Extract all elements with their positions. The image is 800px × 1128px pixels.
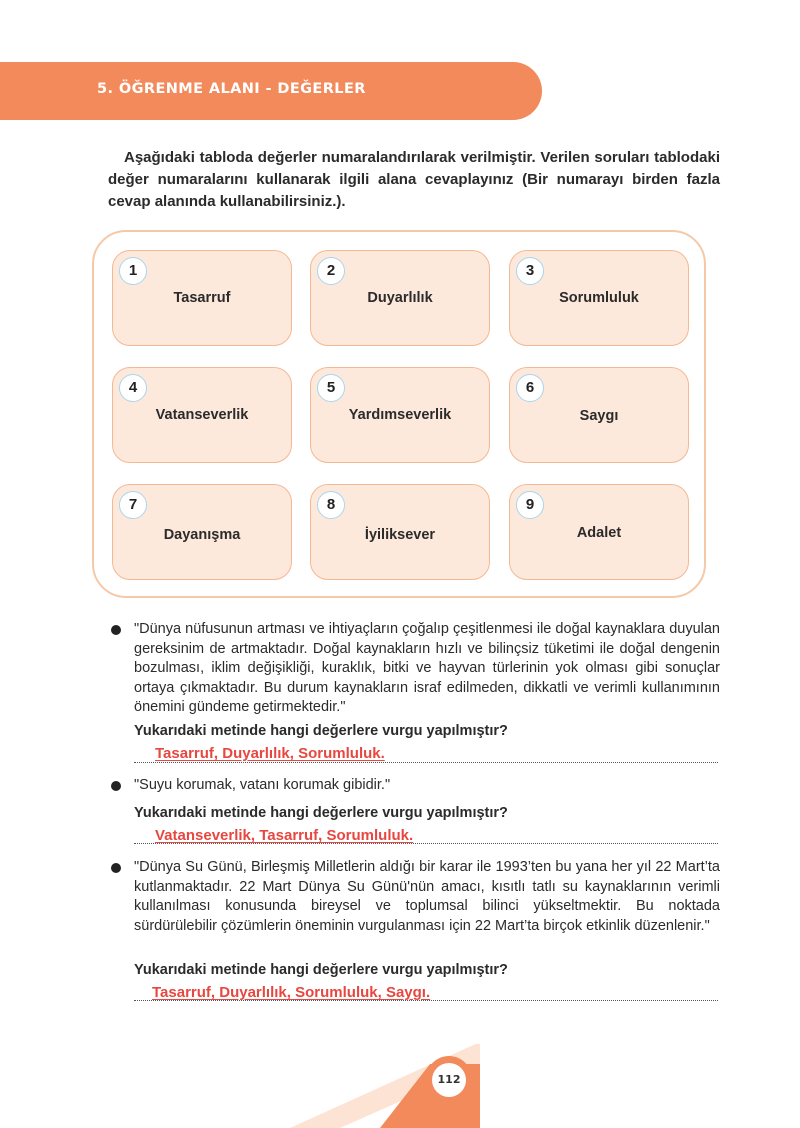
value-number: 6 — [516, 374, 544, 402]
value-label: Saygı — [579, 408, 619, 424]
bullet-icon — [111, 781, 121, 791]
question-2 — [108, 776, 720, 796]
value-label: Sorumluluk — [559, 290, 639, 306]
value-label: Duyarlılık — [367, 290, 433, 306]
value-label: Yardımseverlik — [348, 407, 452, 423]
value-label: Adalet — [576, 525, 622, 541]
value-number: 9 — [516, 491, 544, 519]
answer-text: Vatanseverlik, Tasarruf, Sorumluluk. — [155, 827, 414, 844]
value-card-1 — [112, 250, 292, 346]
section-title: 5. ÖĞRENME ALANI - DEĞERLER — [97, 81, 366, 97]
value-card-2 — [310, 250, 490, 346]
value-label: Tasarruf — [173, 290, 231, 306]
answer-text: Tasarruf, Duyarlılık, Sorumluluk. — [155, 745, 385, 762]
bullet-icon — [111, 625, 121, 635]
instructions-text: Aşağıdaki tabloda değerler numaralandırılarak verilmiştir. Verilen soruları tablodaki değer numaralarını kullanarak ilgili alana cevaplayınız (Bir numarayı birden fazla cevap alanında kullanabilirsiniz.). — [108, 149, 720, 210]
value-card-9 — [509, 484, 689, 580]
value-card-5 — [310, 367, 490, 463]
value-label: İyiliksever — [364, 527, 436, 543]
value-number: 4 — [119, 374, 147, 402]
value-card-4 — [112, 367, 292, 463]
page-number: 112 — [432, 1063, 466, 1097]
answer-text: Tasarruf, Duyarlılık, Sorumluluk, Saygı. — [152, 984, 431, 1001]
value-label: Vatanseverlik — [155, 407, 249, 423]
value-number: 5 — [317, 374, 345, 402]
question-prompt: Yukarıdaki metinde hangi değerlere vurgu yapılmıştır? — [134, 805, 508, 821]
question-prompt: Yukarıdaki metinde hangi değerlere vurgu yapılmıştır? — [134, 723, 508, 739]
question-text: "Dünya nüfusunun artması ve ihtiyaçların çoğalıp çeşitlenmesi ile doğal kaynaklara duyulan gereksinim de artmaktadır. Doğal kaynakların hızlı ve bilinçsiz tüketimi ile doğal dengenin bozulması, iklim değişikliği, kuraklık, bitki ve hayvan türlerinin yok olması gibi sonuçlar ortaya çıkmaktadır. Bu durum kaynakların israf edilmeden, dikkatli ve verimli kullanımının önemini gündeme getirmektedir." — [134, 621, 720, 715]
question-3 — [108, 858, 720, 936]
value-number: 2 — [317, 257, 345, 285]
question-text: "Suyu korumak, vatanı korumak gibidir." — [134, 777, 391, 793]
bullet-icon — [111, 863, 121, 873]
value-label: Dayanışma — [163, 527, 241, 543]
value-number: 1 — [119, 257, 147, 285]
value-card-7 — [112, 484, 292, 580]
value-number: 3 — [516, 257, 544, 285]
values-table — [92, 230, 706, 598]
answer-field[interactable] — [134, 762, 718, 763]
value-card-3 — [509, 250, 689, 346]
value-number: 7 — [119, 491, 147, 519]
value-number: 8 — [317, 491, 345, 519]
value-card-6 — [509, 367, 689, 463]
value-card-8 — [310, 484, 490, 580]
question-1 — [108, 620, 720, 718]
question-text: "Dünya Su Günü, Birleşmiş Milletlerin aldığı bir karar ile 1993’ten bu yana her yıl 22 Mart’ta kutlanmaktadır. 22 Mart Dünya Su Günü'nün amacı, kısıtlı tatlı su kaynaklarının verimli kullanılması konusunda bireysel ve toplumsal bilinci yükseltmektir. Bu noktada sürdürülebilir çözümlerin öneminin vurgulanması için 22 Mart’ta birçok etkinlik düzenlenir." — [134, 859, 720, 934]
question-prompt: Yukarıdaki metinde hangi değerlere vurgu yapılmıştır? — [134, 962, 508, 978]
